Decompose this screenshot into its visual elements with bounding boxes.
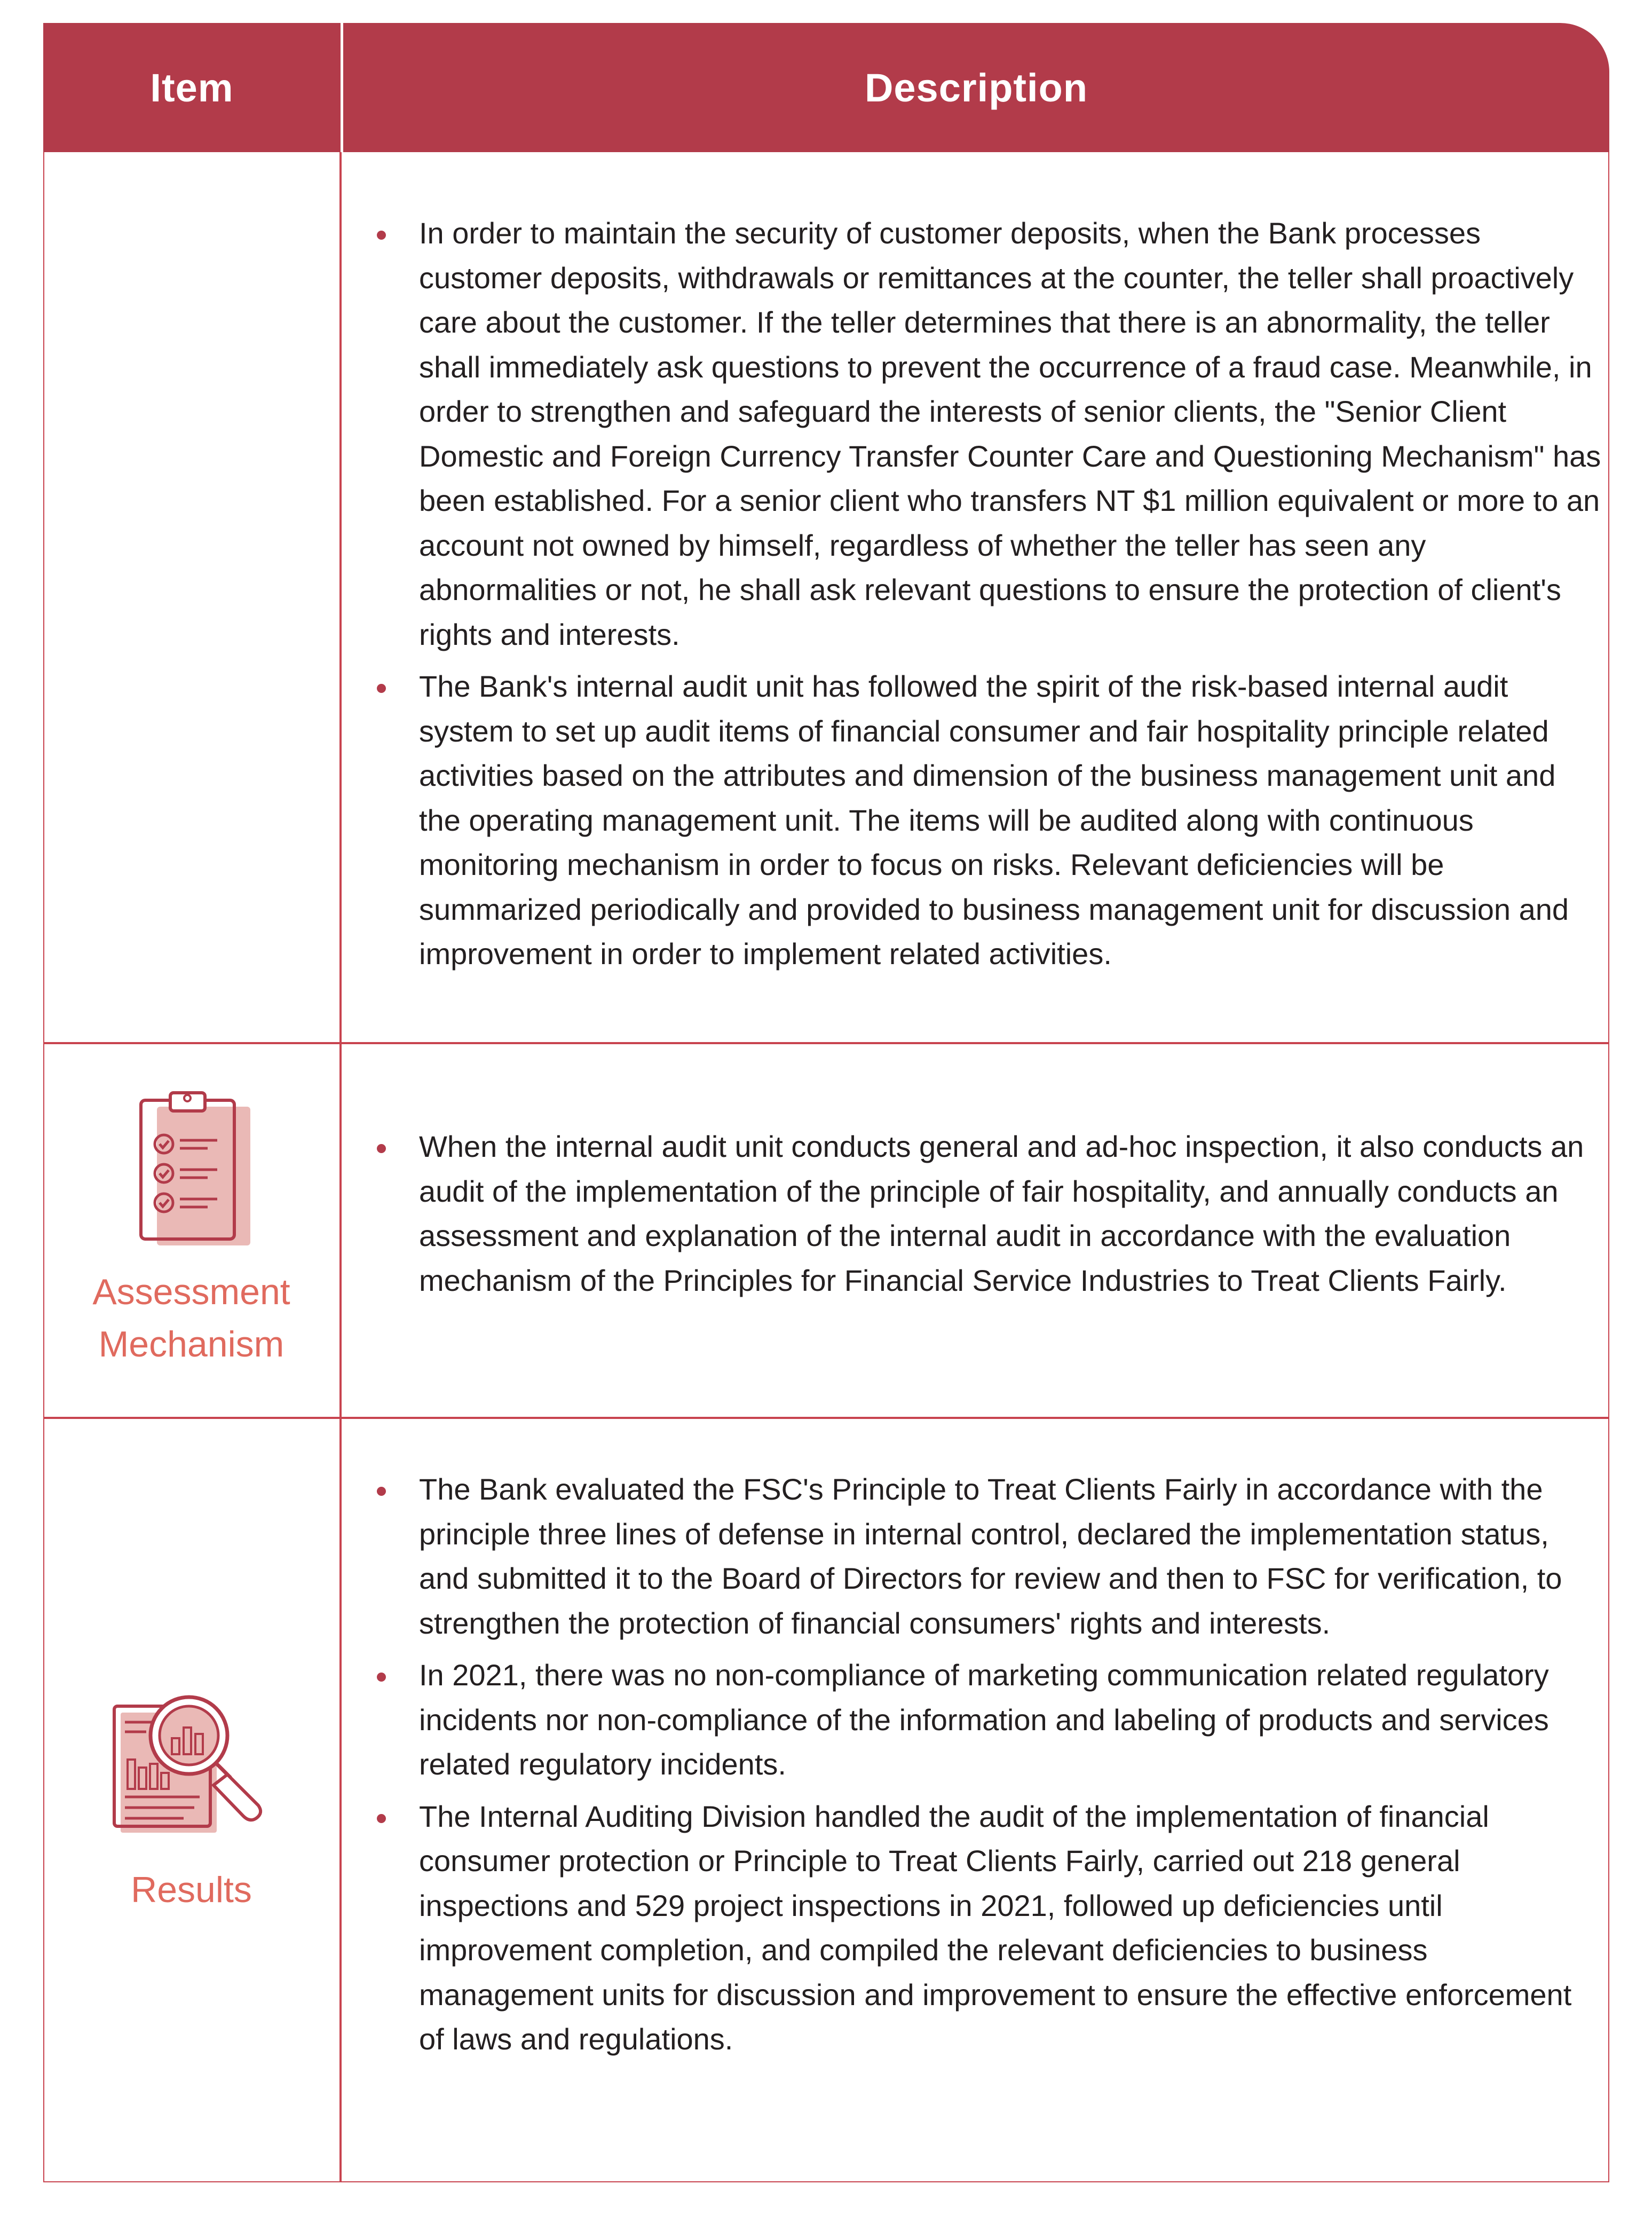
bullet-assessment: When the internal audit unit conducts general and ad-hoc inspection, it also conducts an audit of the implementation of the principle of fair hospitality, and annually conducts an assessment and explanation of the internal audit in accordance with the evaluation mechanism of the Principles for Financial Service Industries to Treat Clients Fairly. — [374, 1124, 1601, 1303]
bullet-internal-audit: The Bank's internal audit unit has followed the spirit of the risk-based internal audit system to set up audit items of financial consumer and fair hospitality principle related activities based on the attributes and dimension of the business management unit and the operating management unit. The items will be audited along with continuous monitoring mechanism in order to focus on risks. Relevant deficiencies will be summarized periodically and provided to business management unit for discussion and improvement in order to implement related activities. — [374, 664, 1601, 976]
table-row — [43, 153, 1609, 1042]
fair-treatment-table — [43, 23, 1609, 2183]
item-label-results: Results — [131, 1869, 252, 1910]
description-list — [374, 1467, 1601, 2069]
description-list — [374, 211, 1601, 984]
bullet-fsc-evaluation: The Bank evaluated the FSC's Principle to Treat Clients Fairly in accordance with the principle three lines of defense in internal control, declared the implementation status, and submitted it to the Board of Directors for review and then to FSC for verification, to strengthen the protection of financial consumers' rights and interests. — [374, 1467, 1601, 1645]
table-header — [43, 23, 1609, 152]
clipboard-checklist-icon — [128, 1091, 256, 1251]
item-cell-empty — [43, 153, 339, 1042]
header-description: Description — [864, 65, 1088, 110]
item-label-line: Mechanism — [98, 1324, 284, 1365]
bullet-counter-care: In order to maintain the security of customer deposits, when the Bank processes customer deposits, withdrawals or remittances at the counter, the teller shall proactively care about the customer. If the teller determines that there is an abnormality, the teller shall immediately ask questions to prevent the occurrence of a fraud case. Meanwhile, in order to strengthen and safeguard the interests of senior clients, the "Senior Client Domestic and Foreign Currency Transfer Counter Care and Questioning Mechanism" has been established. For a senior client who transfers NT $1 million equivalent or more to an account not owned by himself, regardless of whether the teller has seen any abnormalities or not, he shall ask relevant questions to ensure the protection of client's rights and interests. — [374, 211, 1601, 657]
table-row — [43, 1044, 1609, 1417]
item-label-line: Assessment — [92, 1272, 290, 1312]
bullet-2021-compliance: In 2021, there was no non-compliance of marketing communication related regulatory incidents nor non-compliance of the information and labeling of products and services related regulatory incidents. — [374, 1653, 1601, 1787]
bullet-internal-auditing-division: The Internal Auditing Division handled the audit of the implementation of financial consumer protection or Principle to Treat Clients Fairly, carried out 218 general inspections and 529 project inspections in 2021, followed up deficiencies until improvement completion, and compiled the relevant deficiencies to business management units for discussion and improvement to ensure the effective enforcement of laws and regulations. — [374, 1794, 1601, 2062]
magnifier-report-icon — [104, 1685, 280, 1845]
table-row — [43, 1419, 1609, 2181]
item-cell-assessment — [43, 1044, 339, 1417]
item-cell-results — [43, 1419, 339, 2181]
item-label-assessment — [92, 1266, 290, 1370]
description-list — [374, 1124, 1601, 1310]
header-item: Item — [150, 65, 234, 110]
